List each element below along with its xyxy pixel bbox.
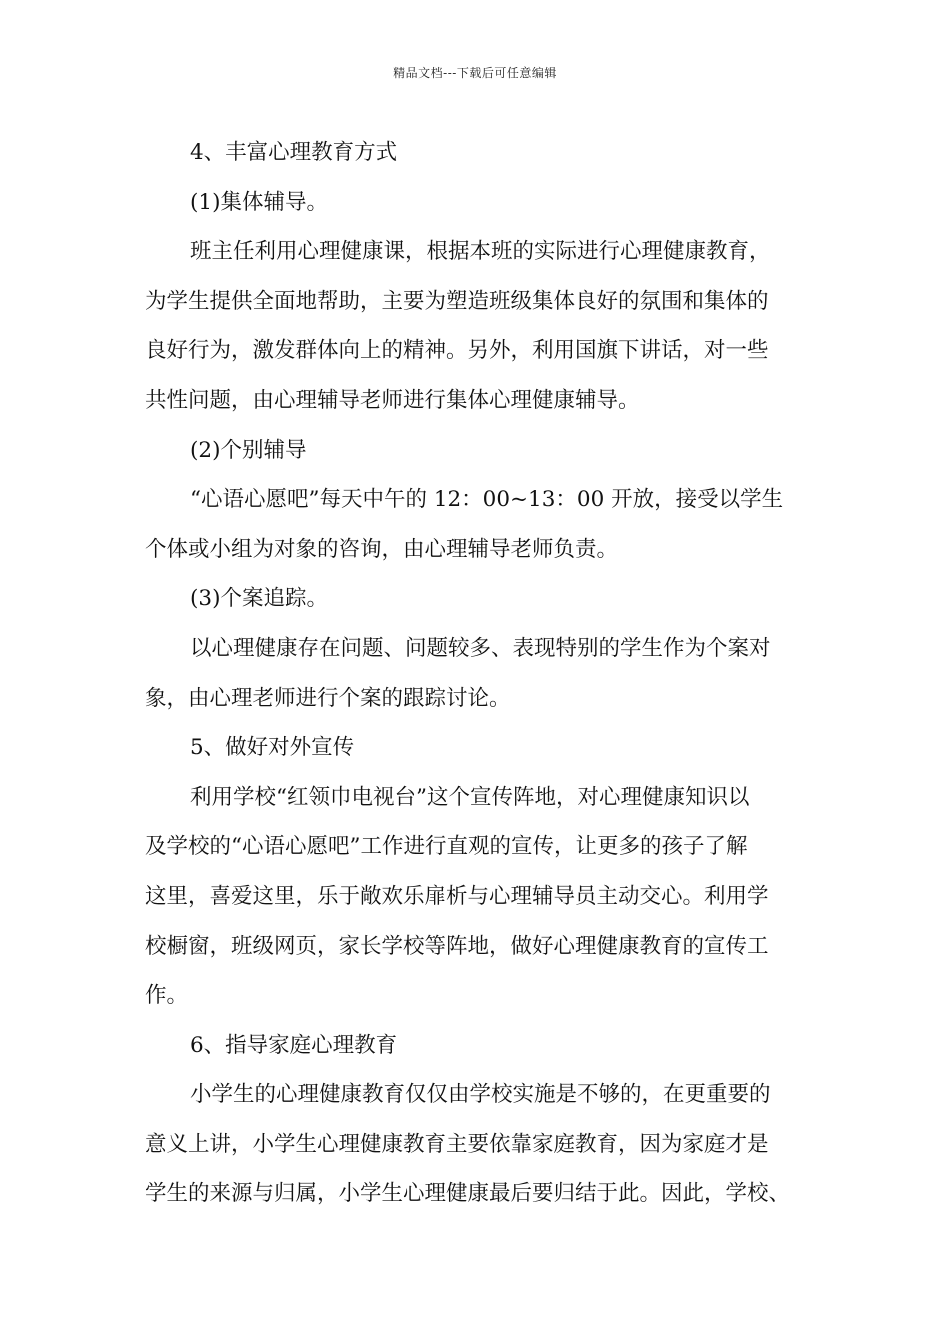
section-heading: 6、指导家庭心理教育	[190, 1032, 398, 1058]
paragraph-line: 小学生的心理健康教育仅仅由学校实施是不够的，在更重要的	[190, 1082, 771, 1108]
paragraph-line: 及学校的“心语心愿吧”工作进行直观的宣传，让更多的孩子了解	[145, 834, 748, 860]
paragraph-line: 班主任利用心理健康课，根据本班的实际进行心理健康教育，	[190, 239, 771, 265]
paragraph-line: 象，由心理老师进行个案的跟踪讨论。	[145, 685, 511, 711]
page-header: 精品文档---下载后可任意编辑	[393, 66, 557, 80]
paragraph-line: 以心理健康存在问题、问题较多、表现特别的学生作为个案对	[190, 635, 771, 661]
paragraph-line: 这里，喜爱这里，乐于敞欢乐扉析与心理辅导员主动交心。利用学	[145, 883, 769, 909]
paragraph-line: 作。	[145, 983, 189, 1009]
section-heading: 4、丰富心理教育方式	[190, 140, 398, 165]
paragraph-line: 意义上讲，小学生心理健康教育主要依靠家庭教育，因为家庭才是	[145, 1131, 769, 1157]
paragraph-line: 学生的来源与归属，小学生心理健康最后要归结于此。因此，学校、	[145, 1181, 791, 1207]
paragraph-line: 良好行为，激发群体向上的精神。另外，利用国旗下讲话，对一些	[145, 338, 769, 364]
paragraph-line: 共性问题，由心理辅导老师进行集体心理健康辅导。	[145, 387, 640, 413]
paragraph-line: 校橱窗，班级网页，家长学校等阵地，做好心理健康教育的宣传工	[145, 933, 769, 959]
paragraph-line: 个体或小组为对象的咨询，由心理辅导老师负责。	[145, 536, 619, 562]
subheading: (2)个别辅导	[190, 437, 307, 463]
paragraph-line: “心语心愿吧”每天中午的 12：00~13：00 开放，接受以学生	[190, 487, 784, 513]
subheading: (3)个案追踪。	[190, 586, 328, 612]
document-body	[145, 128, 825, 1219]
section-heading: 5、做好对外宣传	[190, 735, 355, 761]
paragraph-line: 利用学校“红领巾电视台”这个宣传阵地，对心理健康知识以	[190, 784, 750, 810]
subheading: (1)集体辅导。	[190, 189, 328, 215]
paragraph-line: 为学生提供全面地帮助，主要为塑造班级集体良好的氛围和集体的	[145, 288, 769, 314]
